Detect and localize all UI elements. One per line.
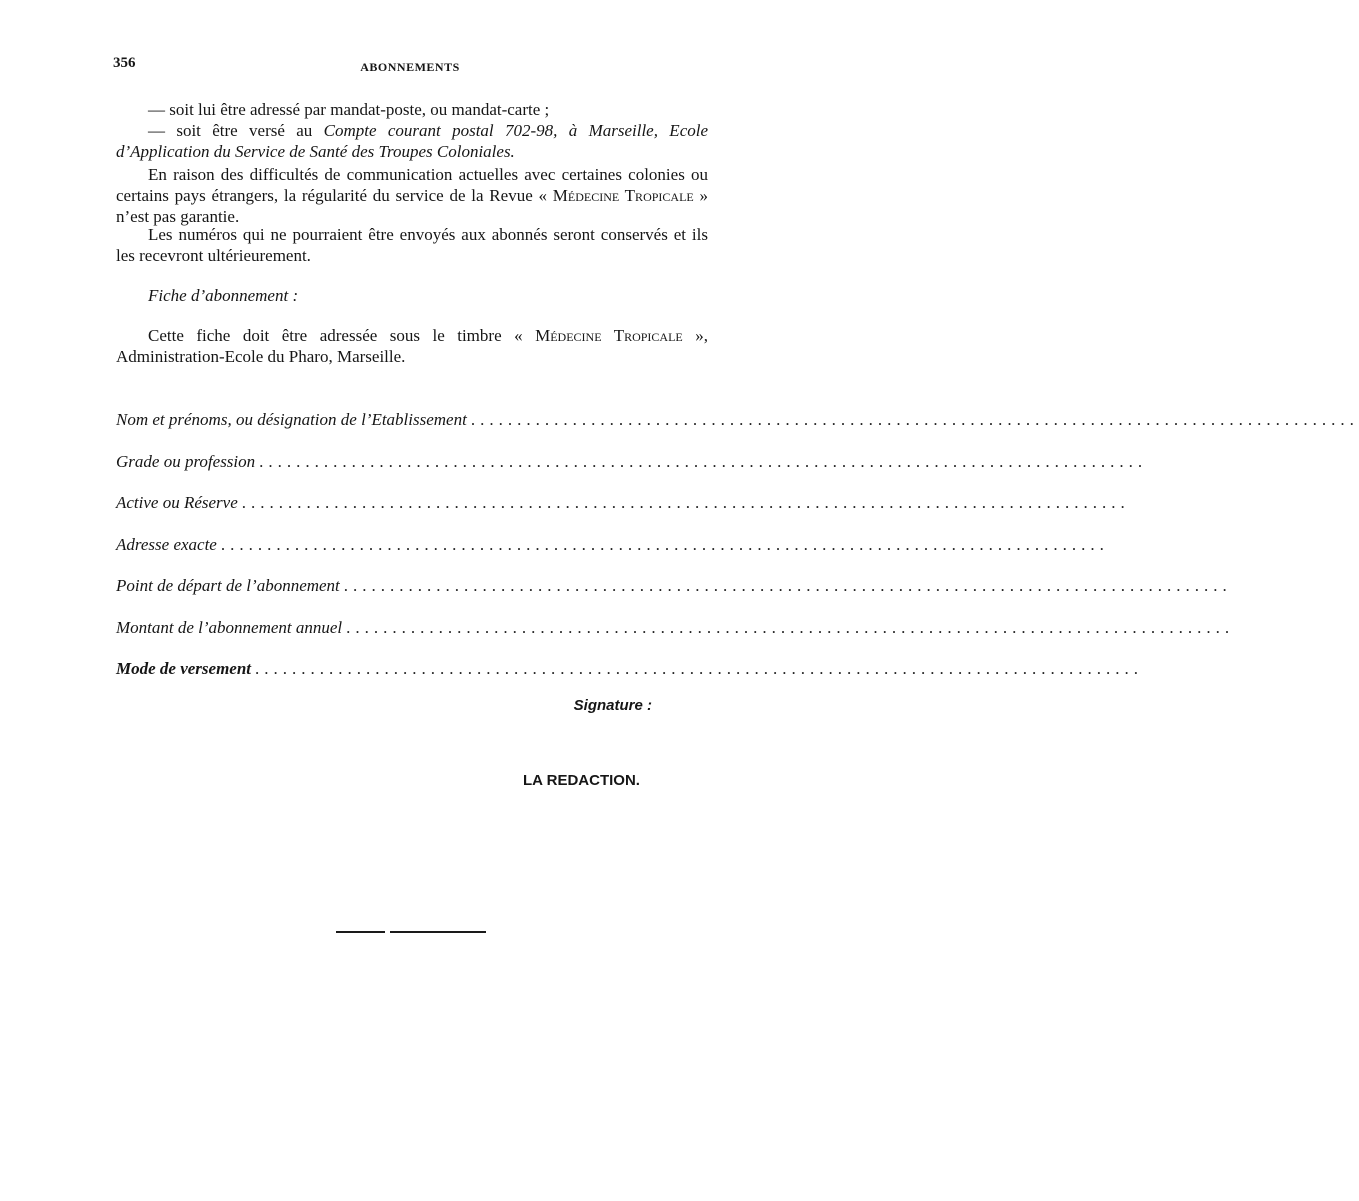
back-issues-paragraph <box>116 224 708 266</box>
delivery-warning-paragraph <box>116 164 708 227</box>
dotted-leader: ................................................................................................ <box>346 618 1235 637</box>
form-instructions-paragraph <box>116 325 708 367</box>
form-field-label: Nom et prénoms, ou désignation de l’Etablissement <box>116 410 467 429</box>
form-field-name[interactable] <box>116 408 1359 430</box>
page-number: 356 <box>113 55 136 71</box>
end-rule-short <box>336 931 385 933</box>
dotted-leader: ................................................................................................ <box>220 535 1109 554</box>
form-field-label: Montant de l’abonnement annuel <box>116 618 343 637</box>
end-rule-long <box>390 931 486 933</box>
payment-option-compte <box>116 120 708 162</box>
dotted-leader: ................................................................................................ <box>343 576 1232 595</box>
running-head: ABONNEMENTS <box>360 60 460 74</box>
journal-name: Médecine Tropicale <box>552 186 694 205</box>
delivery-warning-text-b: » n’est pas garantie. <box>116 186 708 226</box>
form-field-address[interactable] <box>116 533 1109 555</box>
journal-name-stamp: Médecine Tropicale <box>535 326 683 345</box>
dotted-leader: ................................................................................................ <box>259 452 1148 471</box>
form-field-label: Grade ou profession <box>116 452 256 471</box>
form-instructions-text-b: », Administration-Ecole du Pharo, Marseille. <box>116 326 708 366</box>
payment-option-compte-intro: — soit être versé au <box>148 121 324 140</box>
payment-methods-paragraph <box>116 99 708 162</box>
form-instructions-text-a: Cette fiche doit être adressée sous le timbre « <box>148 326 536 345</box>
form-field-start-point[interactable] <box>116 574 1232 596</box>
delivery-warning-text-a: En raison des difficultés de communication actuelles avec certaines colonies ou certains pays étrangers, la régularité du service de la Revue « <box>116 165 708 205</box>
postal-account-details: Compte courant postal 702-98, à Marseille, Ecole d’Application du Service de Santé des Troupes Coloniales. <box>116 121 709 161</box>
form-field-label: Point de départ de l’abonnement <box>116 576 340 595</box>
subscription-form-heading: Fiche d’abonnement : <box>148 286 299 305</box>
dotted-leader: ................................................................................................ <box>241 493 1130 512</box>
dotted-leader: ................................................................................................ <box>470 410 1359 429</box>
dotted-leader: ................................................................................................ <box>255 659 1144 678</box>
form-field-grade[interactable] <box>116 450 1148 472</box>
signature-label: Signature : <box>573 697 652 714</box>
payment-option-mandat: — soit lui être adressé par mandat-poste, ou mandat-carte ; <box>148 100 550 119</box>
back-issues-text: Les numéros qui ne pourraient être envoyés aux abonnés seront conservés et ils les recevront ultérieurement. <box>116 225 708 265</box>
form-field-label: Adresse exacte <box>116 535 217 554</box>
form-field-label: Active ou Réserve <box>116 493 238 512</box>
form-field-amount[interactable] <box>116 616 1235 638</box>
redaction-sign-off: LA REDACTION. <box>523 772 640 789</box>
form-field-payment-mode[interactable] <box>116 657 1144 679</box>
form-field-active-reserve[interactable] <box>116 491 1130 513</box>
form-field-label: Mode de versement <box>116 659 252 678</box>
